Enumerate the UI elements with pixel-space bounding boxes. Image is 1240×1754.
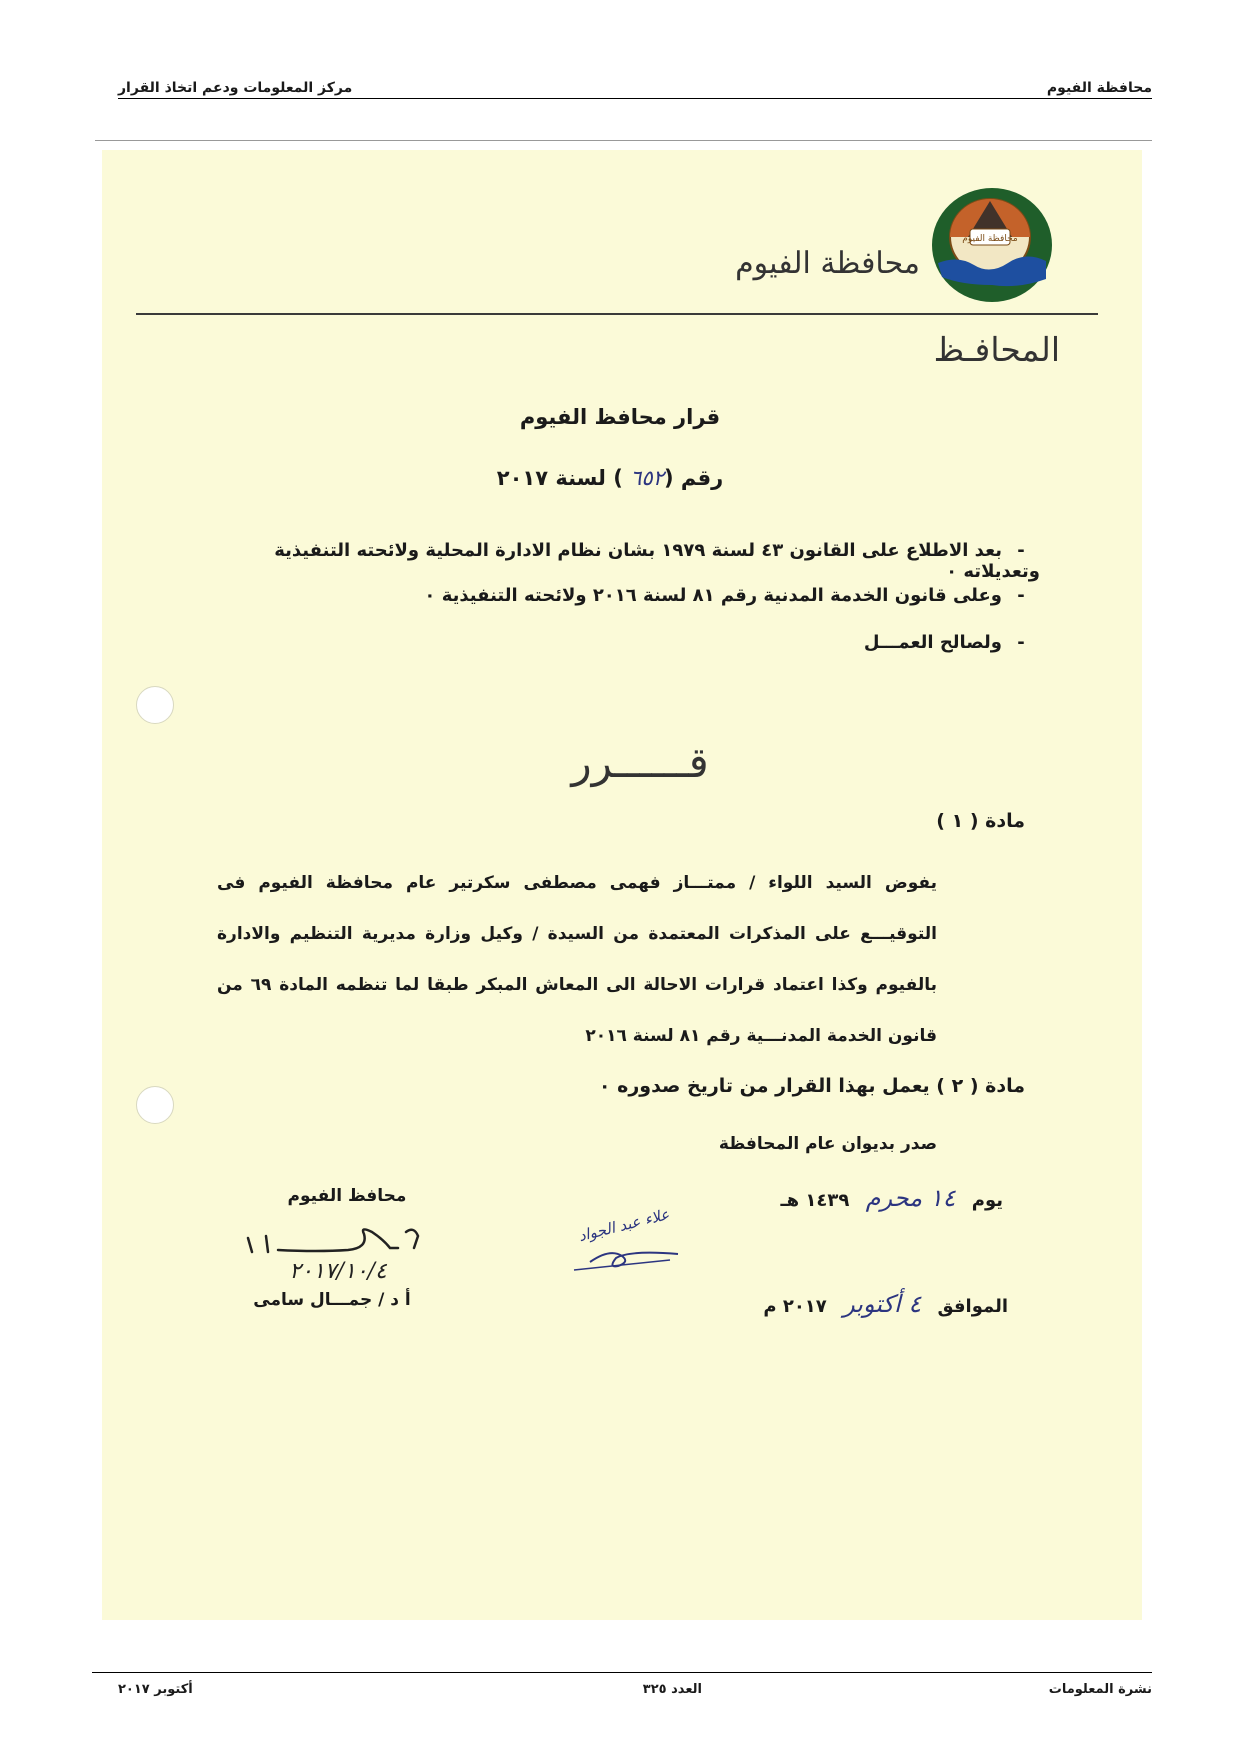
hijri-year: ١٤٣٩ هـ [780,1190,850,1211]
footer-bulletin: نشرة المعلومات [1048,1682,1152,1697]
letterhead-governorate: محافظة الفيوم [735,246,920,281]
page-footer [118,1682,1152,1702]
governorate-logo-icon [928,185,1056,305]
header-info-center: مركز المعلومات ودعم اتخاذ القرار [118,80,353,96]
gregorian-year: ٢٠١٧ م [763,1296,827,1317]
hijri-date [780,1184,1003,1212]
page-header [118,80,1152,100]
corr-label: الموافق [937,1296,1008,1317]
svg-text:محافظة الفيوم: محافظة الفيوم [962,234,1018,244]
bullet-dash: - [1017,540,1025,561]
article-2: مادة ( ٢ ) يعمل بهذا القرار من تاريخ صدوره ٠ [598,1075,1025,1097]
preamble-text: بعد الاطلاع على القانون ٤٣ لسنة ١٩٧٩ بشان نظام الادارة المحلية ولائحته التنفيذية وتعديلاته ٠ [274,540,1040,582]
issued-at: صدر بديوان عام المحافظة [718,1134,937,1154]
decree-number-prefix: رقم ( [664,466,724,490]
footer-issue: العدد ٣٢٥ [642,1682,702,1697]
header-divider-secondary [95,140,1152,141]
governor-signature [238,1218,438,1290]
day-label: يوم [971,1190,1003,1211]
preamble-text: ولصالح العمـــل [863,632,1002,653]
article-1-text: يفوض السيد اللواء / ممتـــاز فهمى مصطفى سكرتير عام محافظة الفيوم فى التوقيـــع على المذكرات المعتمدة من السيدة / وكيل وزارة مديرية التنظيم والادارة بالفيوم وكذا اعتماد قرارات الاحالة الى المعاش المبكر طبقا لما تنظمه المادة ٦٩ من قانون الخدمة المدنـــية رقم ٨١ لسنة ٢٠١٦ [217,873,937,1046]
svg-text:علاء عبد الجواد: علاء عبد الجواد [576,1205,672,1246]
decree-number [440,466,780,490]
bullet-dash: - [1017,585,1025,606]
article-1-heading: مادة ( ١ ) [936,810,1025,832]
bullet-dash: - [1017,632,1025,653]
decree-number-handwritten: ٦٥٢ [630,466,664,490]
decree-title: قرار محافظ الفيوم [519,405,721,429]
svg-text:٢٠١٧/١٠/٤: ٢٠١٧/١٠/٤ [289,1259,387,1284]
signature-title: محافظ الفيوم [287,1186,407,1206]
signatory-name: أ د / جمـــال سامى [253,1290,411,1310]
decided-heading: قــــــرر [571,738,709,787]
day-handwritten: ١٤ محرم [865,1184,956,1212]
footer-date: أكتوبر ٢٠١٧ [118,1682,193,1697]
header-divider [118,98,1152,99]
initials-signature [560,1200,690,1280]
decree-number-suffix: ) لسنة ٢٠١٧ [496,466,623,490]
gregorian-date [763,1290,1008,1318]
letterhead-office: المحافـظ [933,330,1060,369]
footer-divider [92,1672,1152,1673]
punch-hole [136,686,174,724]
preamble-item [220,540,1040,582]
letterhead-rule [136,313,1098,315]
punch-hole [136,1086,174,1124]
corr-handwritten: ٤ أكتوبر [843,1290,922,1318]
preamble-item [220,632,1040,653]
header-governorate: محافظة الفيوم [1046,80,1152,96]
preamble-item [220,585,1040,606]
preamble-text: وعلى قانون الخدمة المدنية رقم ٨١ لسنة ٢٠١٦ ولائحته التنفيذية ٠ [424,585,1002,606]
